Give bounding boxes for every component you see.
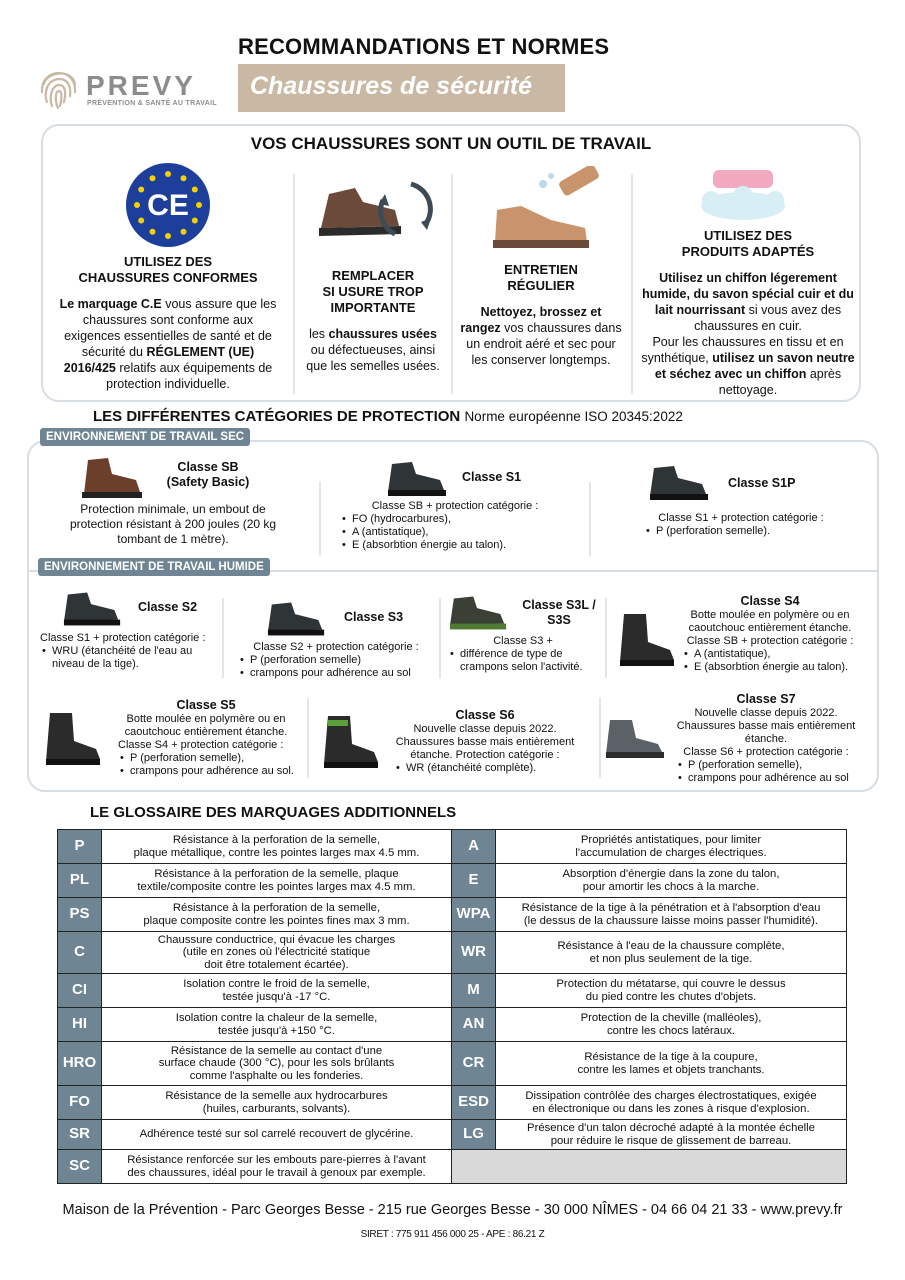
divider xyxy=(631,174,633,394)
star-icon xyxy=(150,175,156,181)
class-sb-desc: Protection minimale, un embout de protection résistant à 200 joules (20 kg tombant de 1 mètre). xyxy=(69,502,277,546)
class-s1-desc: Classe SB + protection catégorie : • FO (hydrocarbures), • A (antistatique), • E (absorbtion énergie au talon). xyxy=(340,500,570,552)
star-icon xyxy=(138,187,144,193)
boot-s5-image xyxy=(44,710,104,768)
glossary-code: CI xyxy=(58,974,102,1008)
class-s1-title: Classe S1 xyxy=(462,470,522,484)
glossary-row xyxy=(58,974,847,1008)
glossary-description-line: textile/composite contre les pointes larges max 4.5 mm. xyxy=(137,880,416,893)
ce-logo-icon xyxy=(125,162,211,248)
norm-reference: Norme européenne ISO 20345:2022 xyxy=(464,409,683,424)
glossary-description xyxy=(102,1008,452,1042)
boot-sb-image xyxy=(80,456,146,500)
categories-title: LES DIFFÉRENTES CATÉGORIES DE PROTECTION Norme européenne ISO 20345:2022 xyxy=(93,408,683,425)
divider xyxy=(605,598,607,678)
footer-address: Maison de la Prévention - Parc Georges Besse - 215 rue Georges Besse - 30 000 NÎMES - 04 66 04 21 33 - www.prevy.fr xyxy=(62,1202,843,1218)
glossary-description-line: du pied contre les chutes d'objets. xyxy=(585,990,757,1003)
star-icon xyxy=(150,229,156,235)
glossary-code: PL xyxy=(58,864,102,898)
glossary-description-line: Dissipation contrôlée des charges électrostatiques, exigée xyxy=(525,1090,817,1102)
glossary-description xyxy=(102,1150,452,1184)
dry-environment-tab: ENVIRONNEMENT DE TRAVAIL SEC xyxy=(40,428,250,446)
footer-siret: SIRET : 775 911 456 000 25 - APE : 86.21 Z xyxy=(360,1229,545,1240)
col-text: les chaussures usées ou défectueuses, ainsi que les semelles usées. xyxy=(306,327,440,373)
glossary-description xyxy=(496,898,847,932)
glossary-description-line: testée jusqu'à -17 °C. xyxy=(222,990,331,1003)
col-compliant xyxy=(57,254,279,392)
boot-replace-icon xyxy=(315,174,433,246)
class-s1p-title: Classe S1P xyxy=(728,476,796,490)
divider xyxy=(599,698,601,778)
divider xyxy=(319,482,321,556)
divider xyxy=(222,598,224,678)
glossary-code: LG xyxy=(452,1120,496,1150)
glossary-description-line: Protection du métatarse, qui couvre le dessus xyxy=(556,978,786,990)
glossary-description-line: Isolation contre la chaleur de la semelle, xyxy=(175,1012,378,1024)
glossary-row xyxy=(58,864,847,898)
boot-s3-image xyxy=(266,598,328,638)
star-icon xyxy=(181,175,187,181)
glossary-description-line: Résistance à la perforation de la semelle, plaque xyxy=(154,868,399,880)
glossary-code: ESD xyxy=(452,1086,496,1120)
glossary-title: LE GLOSSAIRE DES MARQUAGES ADDITIONNELS xyxy=(90,804,457,821)
tool-section xyxy=(41,124,861,402)
class-s3-desc: Classe S2 + protection catégorie : • P (perforation semelle) • crampons pour adhérence au sol xyxy=(238,641,434,680)
glossary-description-line: Absorption d'énergie dans la zone du talon, xyxy=(562,868,780,880)
divider xyxy=(307,698,309,778)
glossary-row xyxy=(58,932,847,974)
glossary-description-line: Résistance à la perforation de la semelle, xyxy=(172,834,381,846)
page-title: RECOMMANDATIONS ET NORMES xyxy=(238,34,610,59)
glossary-code: P xyxy=(58,830,102,864)
wet-environment-tab: ENVIRONNEMENT DE TRAVAIL HUMIDE xyxy=(38,558,270,576)
glossary-description xyxy=(102,864,452,898)
subtitle-banner xyxy=(238,64,565,112)
brand-tagline: PRÉVENTION & SANTÉ AU TRAVAIL xyxy=(87,100,217,107)
glossary-row xyxy=(58,1120,847,1150)
glossary-description-line: Adhérence testé sur sol carrelé recouvert de glycérine. xyxy=(139,1128,414,1141)
col-maintenance: ENTRETIEN RÉGULIER Nettoyez, brossez et rangez vos chaussures dans un endroit aéré et sec pour les conserver longtemps. xyxy=(460,262,622,367)
prevy-logo xyxy=(38,66,217,116)
glossary-description xyxy=(496,932,847,974)
col-text: Nettoyez, brossez et rangez vos chaussures dans un endroit aéré et sec pour les conserver longtemps. xyxy=(460,305,622,367)
glossary-description xyxy=(496,830,847,864)
glossary-description xyxy=(102,974,452,1008)
glossary-description-line: doit être totalement écartée). xyxy=(204,958,349,971)
divider xyxy=(293,174,295,394)
glossary-code: E xyxy=(452,864,496,898)
class-s7-desc: Classe S7 Nouvelle classe depuis 2022. Chaussures basse mais entièrement étanche. Classe S6 + protection catégorie : • P (perforation semelle), • crampons pour adhérence au sol xyxy=(676,692,856,785)
glossary-code: HRO xyxy=(58,1042,102,1086)
glossary-row xyxy=(58,830,847,864)
boot-s4-image xyxy=(618,612,678,668)
star-icon xyxy=(134,202,140,208)
glossary-description-line: des chaussures, idéal pour le travail à genoux par exemple. xyxy=(127,1166,426,1179)
glossary-code: A xyxy=(452,830,496,864)
col-replace: REMPLACER SI USURE TROP IMPORTANTE les chaussures usées ou défectueuses, ainsi que les semelles usées. xyxy=(301,268,445,374)
class-s6-desc: Classe S6 Nouvelle classe depuis 2022. Chaussures basse mais entièrement étanche. Protection catégorie : • WR (étanchéité complète). xyxy=(390,708,580,775)
glossary-code: HI xyxy=(58,1008,102,1042)
glossary-description-line: Résistance de la tige à la pénétration et à l'absorption d'eau xyxy=(521,902,821,914)
glossary-code: SC xyxy=(58,1150,102,1184)
glossary-row xyxy=(58,898,847,932)
star-icon xyxy=(138,218,144,224)
class-s2-title: Classe S2 xyxy=(138,600,198,614)
glossary-description-line: Résistance renforcée sur les embouts pare-pierres à l'avant xyxy=(127,1154,426,1166)
glossary-row xyxy=(58,1150,847,1184)
glossary-row xyxy=(58,1042,847,1086)
glossary-description xyxy=(496,1086,847,1120)
glossary-description-line: Chaussure conductrice, qui évacue les charges xyxy=(157,933,396,946)
glossary-row xyxy=(58,1008,847,1042)
glossary-code: C xyxy=(58,932,102,974)
glossary-code: WR xyxy=(452,932,496,974)
divider xyxy=(439,598,441,678)
boot-s1p-image xyxy=(648,462,712,502)
glossary-description-line: pour réduire le risque de glissement de barreau. xyxy=(550,1134,792,1147)
glossary-description-line: (huiles, carburants, solvants). xyxy=(202,1102,351,1115)
shoe-brush-icon xyxy=(491,166,603,254)
glossary-description-line: Protection de la cheville (malléoles), xyxy=(580,1012,762,1024)
glossary-description-line: pour amortir les chocs à la marche. xyxy=(582,880,760,893)
glossary-description-line: Propriétés antistatiques, pour limiter xyxy=(580,834,762,846)
star-icon xyxy=(165,233,171,239)
star-icon xyxy=(196,202,202,208)
boot-s6-image xyxy=(322,714,382,770)
boot-s1-image xyxy=(386,458,450,498)
divider xyxy=(451,174,453,394)
glossary-row xyxy=(58,1086,847,1120)
heading-line: CHAUSSURES CONFORMES xyxy=(78,270,258,285)
class-s3-title: Classe S3 xyxy=(344,610,404,624)
tool-section-title: VOS CHAUSSURES SONT UN OUTIL DE TRAVAIL xyxy=(250,134,652,153)
class-s2-desc: Classe S1 + protection catégorie : • WRU (étanchéité de l'eau au niveau de la tige). xyxy=(40,632,220,671)
glossary-description-line: en électronique ou dans les zones à risque d'explosion. xyxy=(532,1102,810,1115)
glossary-description xyxy=(496,1042,847,1086)
glossary-code: WPA xyxy=(452,898,496,932)
class-s3l-title: Classe S3L / S3S xyxy=(522,598,596,627)
col-text: Utilisez un chiffon légerement humide, du savon spécial cuir et du lait nourrissant si vous avez des chaussures en cuir. Pour les chaussures en tissu et en synthétique, utilisez un savon neutre et séchez avec un chiffon après nettoyage. xyxy=(641,271,855,397)
glossary-table xyxy=(57,829,847,1184)
heading-line: UTILISEZ DES xyxy=(123,254,213,269)
glossary-description-line: plaque métallique, contre les pointes larges max 4.5 mm. xyxy=(133,846,420,859)
boot-s3l-image xyxy=(448,592,510,632)
glossary-description-line: testée jusqu'à +150 °C. xyxy=(218,1024,335,1037)
glossary-code: CR xyxy=(452,1042,496,1086)
page-subtitle: Chaussures de sécurité xyxy=(250,72,533,100)
class-s3l-desc: Classe S3 + • différence de type de crampons selon l'activité. xyxy=(448,635,598,674)
star-icon xyxy=(192,187,198,193)
glossary-description xyxy=(102,932,452,974)
glossary-description xyxy=(496,1008,847,1042)
glossary-description-line: l'accumulation de charges électriques. xyxy=(575,846,767,859)
glossary-description xyxy=(496,864,847,898)
class-s1p-desc: Classe S1 + protection catégorie : • P (perforation semelle). xyxy=(636,512,846,538)
boot-s2-image xyxy=(62,588,124,628)
glossary-description xyxy=(102,898,452,932)
divider xyxy=(589,482,591,556)
glossary-empty-cell xyxy=(452,1150,847,1184)
svg-text:CE: CE xyxy=(147,189,189,222)
glossary-description-line: Résistance de la tige à la coupure, xyxy=(584,1051,758,1063)
boot-s7-image xyxy=(604,716,666,762)
glossary-description-line: Présence d'un talon décroché adapté à la montée échelle xyxy=(527,1122,815,1134)
brand-name: PREVY xyxy=(86,70,196,101)
glossary-code: PS xyxy=(58,898,102,932)
glossary-description-line: Isolation contre le froid de la semelle, xyxy=(183,978,370,990)
glossary-description-line: Résistance de la semelle au contact d'une xyxy=(170,1044,383,1057)
class-s5-desc: Classe S5 Botte moulée en polymère ou en caoutchouc entièrement étanche. Classe S4 + protection catégorie : • P (perforation semelle), • crampons pour adhérence au sol. xyxy=(112,698,300,778)
glossary-description-line: surface chaude (300 °C), pour les sols brûlants xyxy=(158,1057,395,1070)
star-icon xyxy=(181,229,187,235)
glossary-description-line: plaque composite contre les pointes fines max 3 mm. xyxy=(143,914,410,927)
glossary-description xyxy=(102,1086,452,1120)
star-icon xyxy=(165,171,171,177)
glossary-description xyxy=(102,1120,452,1150)
class-sb-title: Classe SB (Safety Basic) xyxy=(166,460,250,489)
glossary-description-line: (utile en zones où l'électricité statique xyxy=(182,946,371,959)
glossary-code: M xyxy=(452,974,496,1008)
glossary-description-line: et non plus seulement de la tige. xyxy=(589,952,753,965)
star-icon xyxy=(192,218,198,224)
class-s4-desc: Classe S4 Botte moulée en polymère ou en caoutchouc entièrement étanche. Classe SB + protection catégorie : • A (antistatique), • E (absorbtion énergie au talon). xyxy=(682,594,858,674)
glossary-code: AN xyxy=(452,1008,496,1042)
glossary-description xyxy=(496,1120,847,1150)
glossary-description xyxy=(496,974,847,1008)
glossary-description-line: (le dessus de la chaussure laisse moins passer l'humidité). xyxy=(523,914,819,927)
glossary-description-line: Résistance de la semelle aux hydrocarbures xyxy=(165,1090,388,1102)
glossary-code: SR xyxy=(58,1120,102,1150)
glossary-description-line: contre les chocs latéraux. xyxy=(606,1024,736,1037)
glossary-description-line: Résistance à la perforation de la semelle, xyxy=(172,902,381,914)
glossary-description-line: contre les lames et objets tranchants. xyxy=(577,1063,765,1076)
col-products: UTILISEZ DES PRODUITS ADAPTÉS Utilisez un chiffon légerement humide, du savon spécial cuir et du lait nourrissant si vous avez des chaussures en cuir. Pour les chaussures en tissu et en synthétique, utilisez un savon neutre et séchez avec un chiffon après nettoyage. xyxy=(637,228,859,398)
glossary-description xyxy=(102,830,452,864)
glossary-description-line: Résistance à l'eau de la chaussure complète, xyxy=(557,940,785,952)
glossary-description-line: comme l'asphalte ou les fonderies. xyxy=(189,1069,364,1082)
soap-brush-icon xyxy=(693,162,793,224)
col-text: Le marquage C.E vous assure que les chaussures sont conforme aux exigences essentielles de santé et de sécurité du RÉGLEMENT (UE) 2016/425 relatifs aux équipements de protection individuelle. xyxy=(59,297,277,391)
glossary-description xyxy=(102,1042,452,1086)
glossary-code: FO xyxy=(58,1086,102,1120)
fingerprint-icon xyxy=(38,66,80,112)
